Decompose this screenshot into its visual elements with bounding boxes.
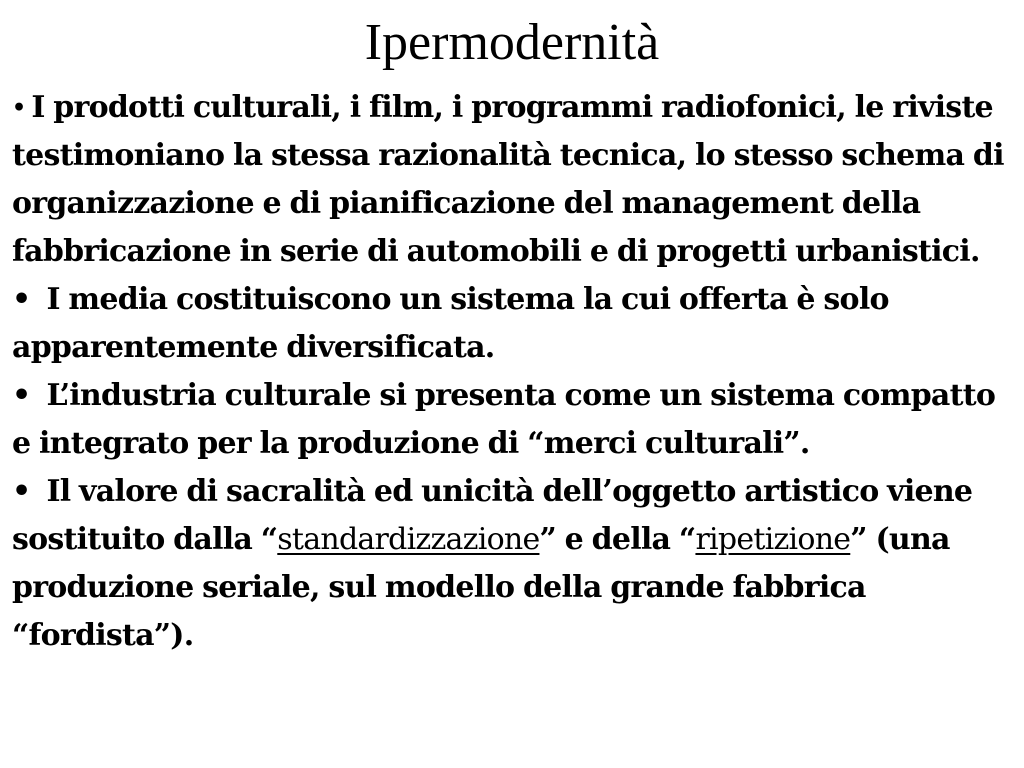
bullet-icon: • — [12, 474, 31, 509]
bullet-paragraph-3 — [12, 372, 1012, 468]
paragraph-4-text-b: ” e della “ — [539, 522, 696, 557]
bullet-paragraph-2 — [12, 276, 1012, 372]
paragraph-3-text: L’industria culturale si presenta come un sistema compatto e integrato per la produzione di “merci culturali”. — [12, 378, 996, 461]
slide-body — [12, 84, 1012, 660]
slide-title: Ipermodernità — [364, 14, 660, 71]
bullet-paragraph-4 — [12, 468, 1012, 660]
bullet-icon: • — [12, 95, 26, 121]
bullet-icon: • — [12, 378, 31, 413]
bullet-icon: • — [12, 282, 31, 317]
bullet-paragraph-1 — [12, 84, 1012, 276]
paragraph-1-text: I prodotti culturali, i film, i programmi radiofonici, le riviste testimoniano la stessa razionalità tecnica, lo stesso schema di organizzazione e di pianificazione del management della fabbricazione in serie di automobili e di progetti urbanistici. — [12, 90, 1004, 269]
underlined-term-standardizzazione: standardizzazione — [277, 522, 540, 557]
paragraph-2-text: I media costituiscono un sistema la cui offerta è solo apparentemente diversificata. — [12, 282, 889, 365]
underlined-term-ripetizione: ripetizione — [695, 522, 851, 557]
paragraph-4-text-c: ” (una produzione seriale, sul modello della grande fabbrica “fordista”). — [12, 522, 950, 653]
paragraph-4-text-a: Il valore di sacralità ed unicità dell’oggetto artistico viene sostituito dalla “ — [12, 474, 973, 557]
